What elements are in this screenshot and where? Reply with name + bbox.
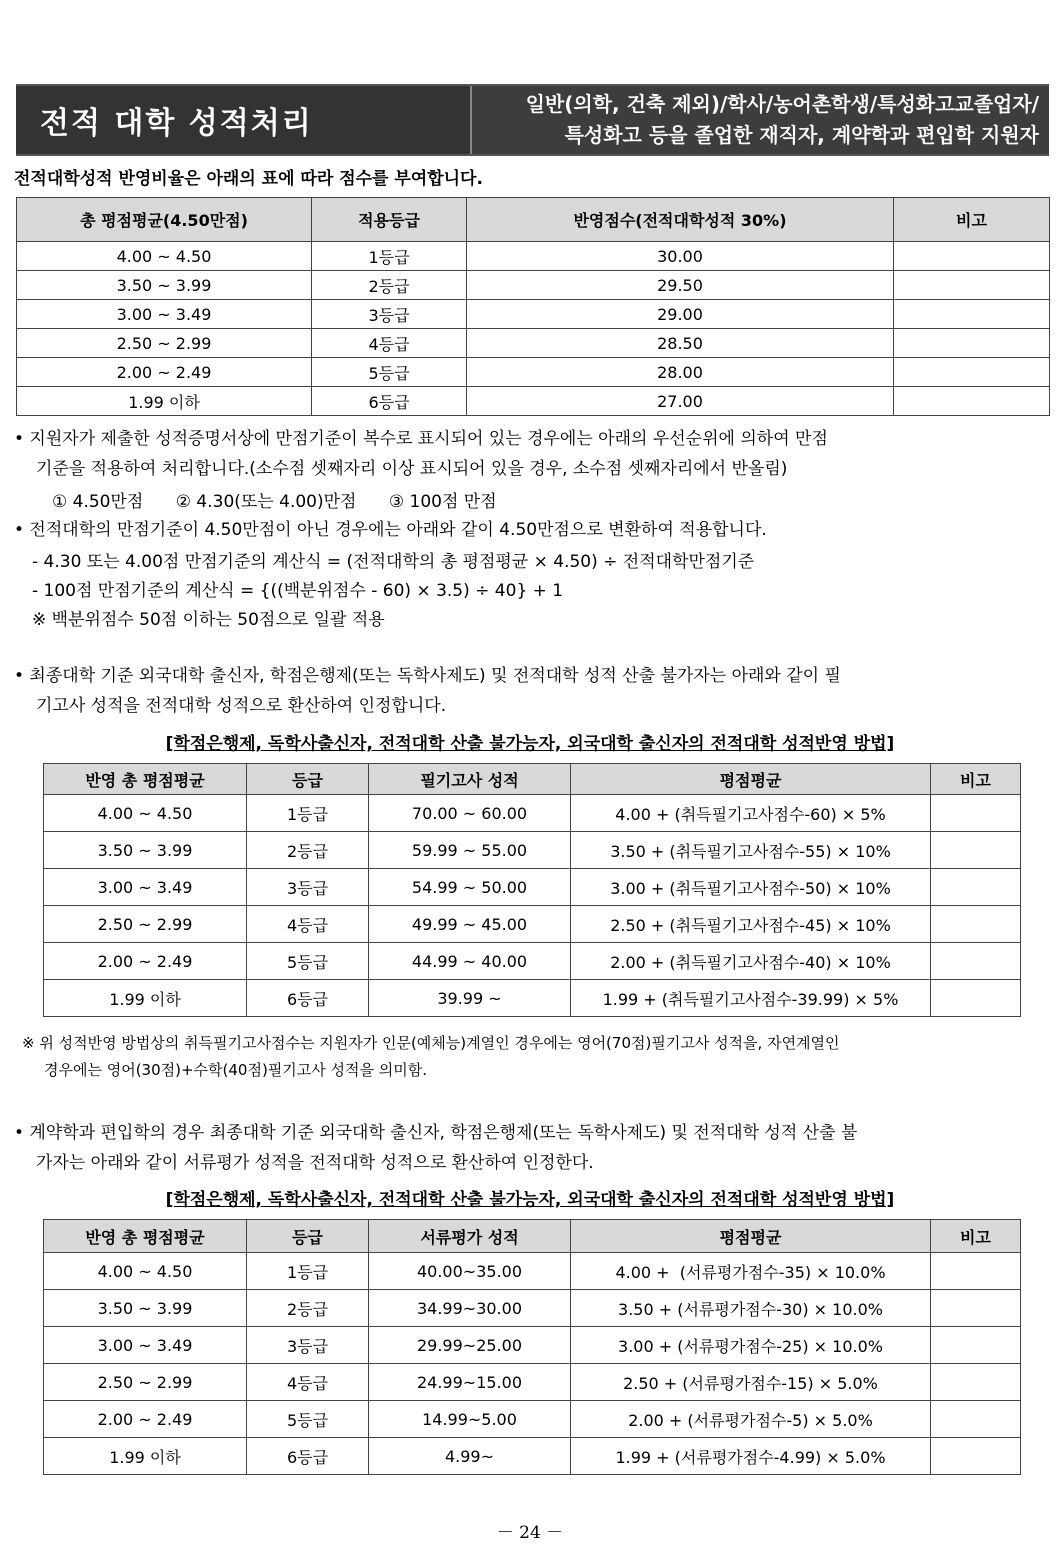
- table-cell: 3.00 ~ 3.49: [44, 869, 247, 906]
- table-cell: 54.99 ~ 50.00: [369, 869, 571, 906]
- table-cell: 29.00: [467, 300, 894, 329]
- table-cell: 29.50: [467, 271, 894, 300]
- table-cell: 34.99~30.00: [369, 1290, 571, 1327]
- table-cell: [931, 1327, 1021, 1364]
- table-row: [44, 1438, 1021, 1475]
- table-cell: 3.50 + (서류평가점수-30) × 10.0%: [571, 1290, 931, 1327]
- intro-text: 전적대학성적 반영비율은 아래의 표에 따라 점수를 부여합니다.: [14, 169, 483, 189]
- table-cell: 2.50 ~ 2.99: [17, 329, 312, 358]
- table-row: [44, 1364, 1021, 1401]
- table-cell: 5등급: [247, 943, 369, 980]
- column-header: 등급: [247, 764, 369, 795]
- table-cell: 29.99~25.00: [369, 1327, 571, 1364]
- note-line: 경우에는 영어(30점)+수학(40점)필기고사 성적을 의미함.: [44, 1061, 428, 1079]
- column-header: 서류평가 성적: [369, 1220, 571, 1253]
- table-header-row: [44, 1220, 1021, 1253]
- rule-line: 가자는 아래와 같이 서류평가 성적을 전적대학 성적으로 환산하여 인정한다.: [36, 1153, 594, 1173]
- table-cell: 3.00 + (취득필기고사점수-50) × 10%: [571, 869, 931, 906]
- document-review-table: [43, 1219, 1021, 1475]
- rule-line: 기준을 적용하여 처리합니다.(소수점 셋째자리 이상 표시되어 있을 경우, 소수점 셋째자리에서 반올림): [36, 459, 788, 479]
- table-cell: 4등급: [312, 329, 467, 358]
- table-row: [44, 1290, 1021, 1327]
- table-cell: [931, 1401, 1021, 1438]
- table-cell: 2.50 ~ 2.99: [44, 1364, 247, 1401]
- table-cell: 3.00 ~ 3.49: [17, 300, 312, 329]
- table-cell: 6등급: [247, 1438, 369, 1475]
- table-cell: 44.99 ~ 40.00: [369, 943, 571, 980]
- formula-note: ※ 백분위점수 50점 이하는 50점으로 일괄 적용: [32, 610, 385, 630]
- column-header: 반영점수(전적대학성적 30%): [467, 198, 894, 242]
- table-row: [17, 387, 1050, 416]
- table-cell: [931, 906, 1021, 943]
- table-cell: 4.00 + (취득필기고사점수-60) × 5%: [571, 795, 931, 832]
- table-cell: 24.99~15.00: [369, 1364, 571, 1401]
- column-header: 반영 총 평점평균: [44, 1220, 247, 1253]
- table-cell: [894, 387, 1050, 416]
- table-cell: 28.50: [467, 329, 894, 358]
- table-row: [17, 271, 1050, 300]
- table-row: [44, 1401, 1021, 1438]
- written-exam-table: [43, 763, 1021, 1017]
- table-cell: 70.00 ~ 60.00: [369, 795, 571, 832]
- table-cell: 2.50 ~ 2.99: [44, 906, 247, 943]
- table-row: [44, 1327, 1021, 1364]
- priority-list: ① 4.50만점 ② 4.30(또는 4.00)만점 ③ 100점 만점: [52, 492, 497, 512]
- table-cell: 4.00 ~ 4.50: [44, 795, 247, 832]
- table-row: [17, 358, 1050, 387]
- column-header: 비고: [894, 198, 1050, 242]
- table-cell: 3등급: [312, 300, 467, 329]
- table-caption: [학점은행제, 독학사출신자, 전적대학 산출 불가능자, 외국대학 출신자의 전적대학 성적반영 방법]: [165, 734, 895, 754]
- table-row: [17, 242, 1050, 271]
- table-cell: 3.00 + (서류평가점수-25) × 10.0%: [571, 1327, 931, 1364]
- subtitle-line-2: 특성화고 등을 졸업한 재직자, 계약학과 편입학 지원자: [564, 123, 1039, 147]
- table-cell: 49.99 ~ 45.00: [369, 906, 571, 943]
- column-header: 평점평균: [571, 1220, 931, 1253]
- table-cell: [894, 358, 1050, 387]
- column-header: 비고: [931, 764, 1021, 795]
- table-cell: 30.00: [467, 242, 894, 271]
- table-cell: 40.00~35.00: [369, 1253, 571, 1290]
- table-cell: [931, 869, 1021, 906]
- written-exam-note: [22, 1030, 840, 1084]
- grade-score-table: [16, 197, 1050, 416]
- subtitle-line-1: 일반(의학, 건축 제외)/학사/농어촌학생/특성화고교졸업자/: [525, 92, 1039, 116]
- table-cell: 6등급: [312, 387, 467, 416]
- table-cell: 1.99 이하: [17, 387, 312, 416]
- table-row: [17, 329, 1050, 358]
- table-cell: 4등급: [247, 1364, 369, 1401]
- column-header: 비고: [931, 1220, 1021, 1253]
- column-header: 적용등급: [312, 198, 467, 242]
- table-cell: 6등급: [247, 980, 369, 1017]
- rule-line: • 지원자가 제출한 성적증명서상에 만점기준이 복수로 표시되어 있는 경우에는 아래의 우선순위에 의하여 만점: [14, 429, 828, 449]
- table-cell: 4.00 ~ 4.50: [44, 1253, 247, 1290]
- table-cell: 1.99 + (취득필기고사점수-39.99) × 5%: [571, 980, 931, 1017]
- section-subtitle: [470, 86, 1049, 154]
- table-row: [44, 795, 1021, 832]
- table-cell: [894, 329, 1050, 358]
- table-cell: 1.99 이하: [44, 1438, 247, 1475]
- table-cell: [931, 980, 1021, 1017]
- conversion-rule: • 전적대학의 만점기준이 4.50만점이 아닌 경우에는 아래와 같이 4.50만점으로 변환하여 적용합니다.: [14, 520, 767, 540]
- column-header: 평점평균: [571, 764, 931, 795]
- table-cell: 39.99 ~: [369, 980, 571, 1017]
- table-cell: [894, 300, 1050, 329]
- table-cell: 5등급: [247, 1401, 369, 1438]
- table-cell: 59.99 ~ 55.00: [369, 832, 571, 869]
- section-title: 전적 대학 성적처리: [16, 86, 470, 154]
- table-cell: 4.99~: [369, 1438, 571, 1475]
- document-review-rule: [14, 1118, 1050, 1178]
- column-header: 필기고사 성적: [369, 764, 571, 795]
- table-header-row: [17, 198, 1050, 242]
- table-cell: 27.00: [467, 387, 894, 416]
- table-cell: [894, 242, 1050, 271]
- table-cell: 2.00 + (취득필기고사점수-40) × 10%: [571, 943, 931, 980]
- table-cell: 3등급: [247, 1327, 369, 1364]
- table-cell: 2등급: [312, 271, 467, 300]
- table-row: [44, 832, 1021, 869]
- table-cell: 2등급: [247, 832, 369, 869]
- table-cell: 3.50 + (취득필기고사점수-55) × 10%: [571, 832, 931, 869]
- table-cell: [931, 943, 1021, 980]
- table-cell: 3.00 ~ 3.49: [44, 1327, 247, 1364]
- column-header: 총 평점평균(4.50만점): [17, 198, 312, 242]
- table-cell: 2.50 + (취득필기고사점수-45) × 10%: [571, 906, 931, 943]
- table-row: [17, 300, 1050, 329]
- table-cell: 1.99 + (서류평가점수-4.99) × 5.0%: [571, 1438, 931, 1475]
- table-cell: 2.00 ~ 2.49: [44, 1401, 247, 1438]
- table-cell: 14.99~5.00: [369, 1401, 571, 1438]
- table-cell: [931, 1438, 1021, 1475]
- table-row: [44, 1253, 1021, 1290]
- table-cell: 4.00 ~ 4.50: [17, 242, 312, 271]
- table-row: [44, 943, 1021, 980]
- page-number: － 24 －: [496, 1523, 564, 1543]
- table-cell: 2등급: [247, 1290, 369, 1327]
- rule-line: • 계약학과 편입학의 경우 최종대학 기준 외국대학 출신자, 학점은행제(또는 독학사제도) 및 전적대학 성적 산출 불: [14, 1123, 858, 1143]
- table-cell: 3.50 ~ 3.99: [17, 271, 312, 300]
- table-cell: [931, 1253, 1021, 1290]
- column-header: 등급: [247, 1220, 369, 1253]
- table-cell: 3.50 ~ 3.99: [44, 832, 247, 869]
- table-cell: [931, 1290, 1021, 1327]
- table-cell: 1등급: [247, 1253, 369, 1290]
- formula-line: - 4.30 또는 4.00점 만점기준의 계산식 = (전적대학의 총 평점평균 × 4.50) ÷ 전적대학만점기준: [32, 552, 755, 572]
- table-cell: 1등급: [247, 795, 369, 832]
- table-cell: [931, 795, 1021, 832]
- formula-line: - 100점 만점기준의 계산식 = {((백분위점수 - 60) × 3.5) ÷ 40} + 1: [32, 581, 564, 601]
- note-line: ※ 위 성적반영 방법상의 취득필기고사점수는 지원자가 인문(예체능)계열인 경우에는 영어(70점)필기고사 성적을, 자연계열인: [22, 1034, 840, 1052]
- table-cell: [894, 271, 1050, 300]
- table-cell: 2.50 + (서류평가점수-15) × 5.0%: [571, 1364, 931, 1401]
- table-cell: [931, 1364, 1021, 1401]
- table-cell: 28.00: [467, 358, 894, 387]
- table-cell: 4.00 + (서류평가점수-35) × 10.0%: [571, 1253, 931, 1290]
- table-cell: 2.00 + (서류평가점수-5) × 5.0%: [571, 1401, 931, 1438]
- rule-line: 기고사 성적을 전적대학 성적으로 환산하여 인정합니다.: [36, 696, 447, 716]
- table-row: [44, 869, 1021, 906]
- table-cell: [931, 832, 1021, 869]
- table-cell: 4등급: [247, 906, 369, 943]
- rule-line: • 최종대학 기준 외국대학 출신자, 학점은행제(또는 독학사제도) 및 전적대학 성적 산출 불가자는 아래와 같이 필: [14, 666, 841, 686]
- section-header: [16, 84, 1049, 156]
- table-cell: 5등급: [312, 358, 467, 387]
- full-score-rule: [14, 424, 1050, 484]
- table-row: [44, 980, 1021, 1017]
- table-cell: 2.00 ~ 2.49: [17, 358, 312, 387]
- column-header: 반영 총 평점평균: [44, 764, 247, 795]
- written-exam-rule: [14, 661, 1050, 721]
- table-cell: 1등급: [312, 242, 467, 271]
- table-cell: 1.99 이하: [44, 980, 247, 1017]
- table-header-row: [44, 764, 1021, 795]
- table-cell: 3.50 ~ 3.99: [44, 1290, 247, 1327]
- table-row: [44, 906, 1021, 943]
- table-cell: 3등급: [247, 869, 369, 906]
- table-caption: [학점은행제, 독학사출신자, 전적대학 산출 불가능자, 외국대학 출신자의 전적대학 성적반영 방법]: [165, 1190, 895, 1210]
- table-cell: 2.00 ~ 2.49: [44, 943, 247, 980]
